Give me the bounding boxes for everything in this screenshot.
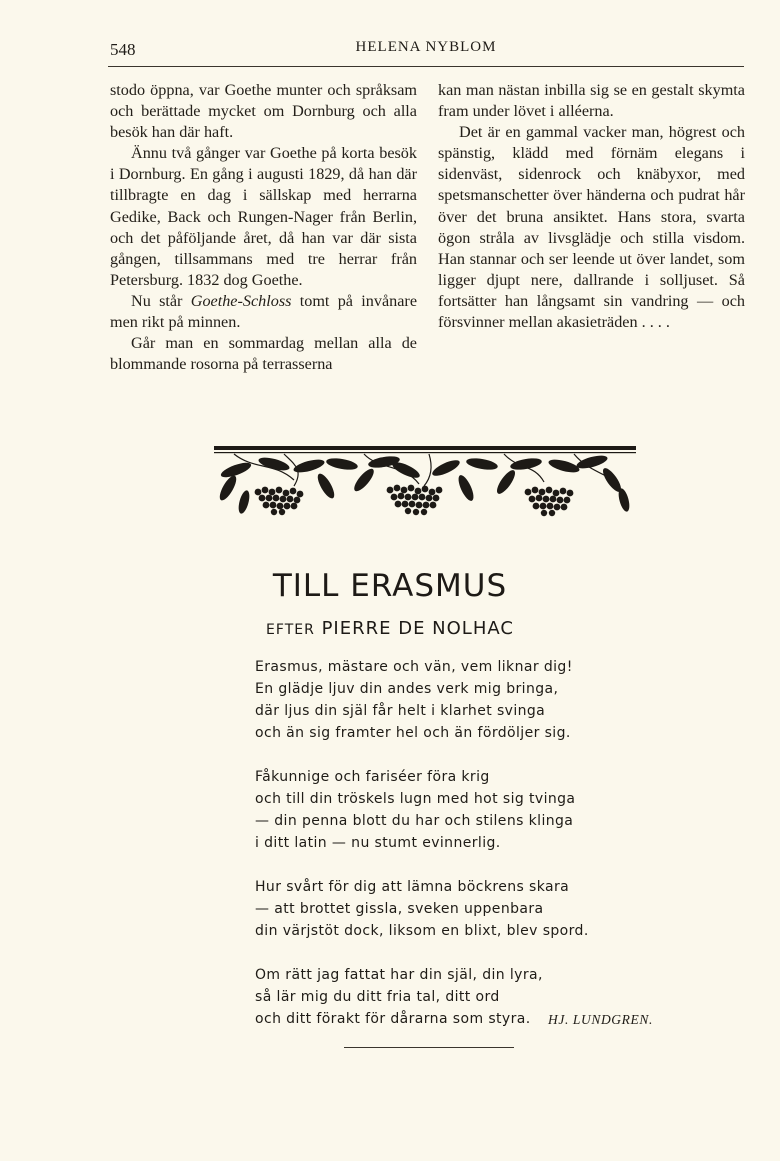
poem-stanza — [255, 876, 675, 942]
paragraph: Ännu två gånger var Goethe på korta besök i Dornburg. En gång i augusti 1829, då han där tillbragte en dag i sällskap med herrarna Gedike, Back och Rungen-Nager från Berlin, och det påföljande året, då han var där sista gången, tillsammans med tre herrar från Petersburg. 1832 dog Goethe. — [110, 144, 417, 289]
poem-stanza — [255, 656, 675, 744]
poem-line: — din penna blott du har och stilens klinga — [255, 813, 574, 829]
page-header — [108, 36, 744, 64]
poem-line: — att brottet gissla, sveken uppenbara — [255, 901, 544, 917]
poem-line: och ditt förakt för dårarna som styra. — [255, 1011, 531, 1027]
poem-line: och än sig framter hel och än fördöljer sig. — [255, 725, 571, 741]
poem-line: Fåkunnige och fariséer föra krig — [255, 769, 490, 785]
poem-line: och till din tröskels lugn med hot sig tvinga — [255, 791, 576, 807]
paragraph: stodo öppna, var Goethe munter och språksam och berättade mycket om Dornburg och alla besök han där haft. — [110, 81, 417, 142]
subtitle-author: PIERRE DE NOLHAC — [321, 618, 514, 639]
poem-line: så lär mig du ditt fria tal, ditt ord — [255, 989, 500, 1005]
running-title: HELENA NYBLOM — [355, 39, 497, 55]
poem-line: där ljus din själ får helt i klarhet svinga — [255, 703, 546, 719]
paragraph: Går man en sommardag mellan alla de blommande rosorna på terrasserna — [110, 334, 417, 374]
poem-line: Om rätt jag fattat har din själ, din lyra, — [255, 967, 543, 983]
subtitle-prefix: EFTER — [266, 622, 315, 638]
poem-stanza — [255, 766, 675, 854]
page-number: 548 — [110, 40, 136, 59]
paragraph-text: tomt på invånare men rikt på minnen. — [110, 291, 418, 332]
paragraph-text: Nu står — [131, 291, 191, 310]
poem-line: Erasmus, mästare och vän, vem liknar dig! — [255, 659, 573, 675]
castle-name: Goethe-Schloss — [190, 291, 292, 310]
poem-body — [255, 656, 675, 1052]
poem-title: TILL ERASMUS — [272, 568, 508, 604]
paragraph — [110, 291, 417, 333]
poem-line: din värjstöt dock, liksom en blixt, blev spord. — [255, 923, 589, 939]
paragraph: Det är en gammal vacker man, högrest och spänstig, klädd med förnäm elegans i sidenväst, sidenrock och knäbyxor, med spetsmanschetter över händerna och pudrat hår över det bruna ansiktet. Hans stora, svarta ögon stråla av livsglädje och stilla visdom. Han stannar och ser leende ut över landet, som ligger djupt nere, dallrande i solljuset. Så fortsätter han långsamt sin vandring — och försvinner mellan akasieträden . . . . — [438, 123, 745, 332]
poem-subtitle — [0, 618, 780, 639]
header-rule — [108, 66, 744, 67]
poem-line: i ditt latin — nu stumt evinnerlig. — [255, 835, 501, 851]
poem-line: En glädje ljuv din andes verk mig bringa, — [255, 681, 559, 697]
right-column — [438, 80, 745, 333]
poem-signature: HJ. LUNDGREN. — [548, 1012, 653, 1027]
end-rule — [344, 1047, 514, 1048]
elderberry-vignette-icon — [214, 440, 636, 526]
left-column — [110, 80, 417, 375]
poem-line: Hur svårt för dig att lämna böckrens skara — [255, 879, 570, 895]
paragraph: kan man nästan inbilla sig se en gestalt skymta fram under lövet i alléerna. — [438, 81, 745, 121]
